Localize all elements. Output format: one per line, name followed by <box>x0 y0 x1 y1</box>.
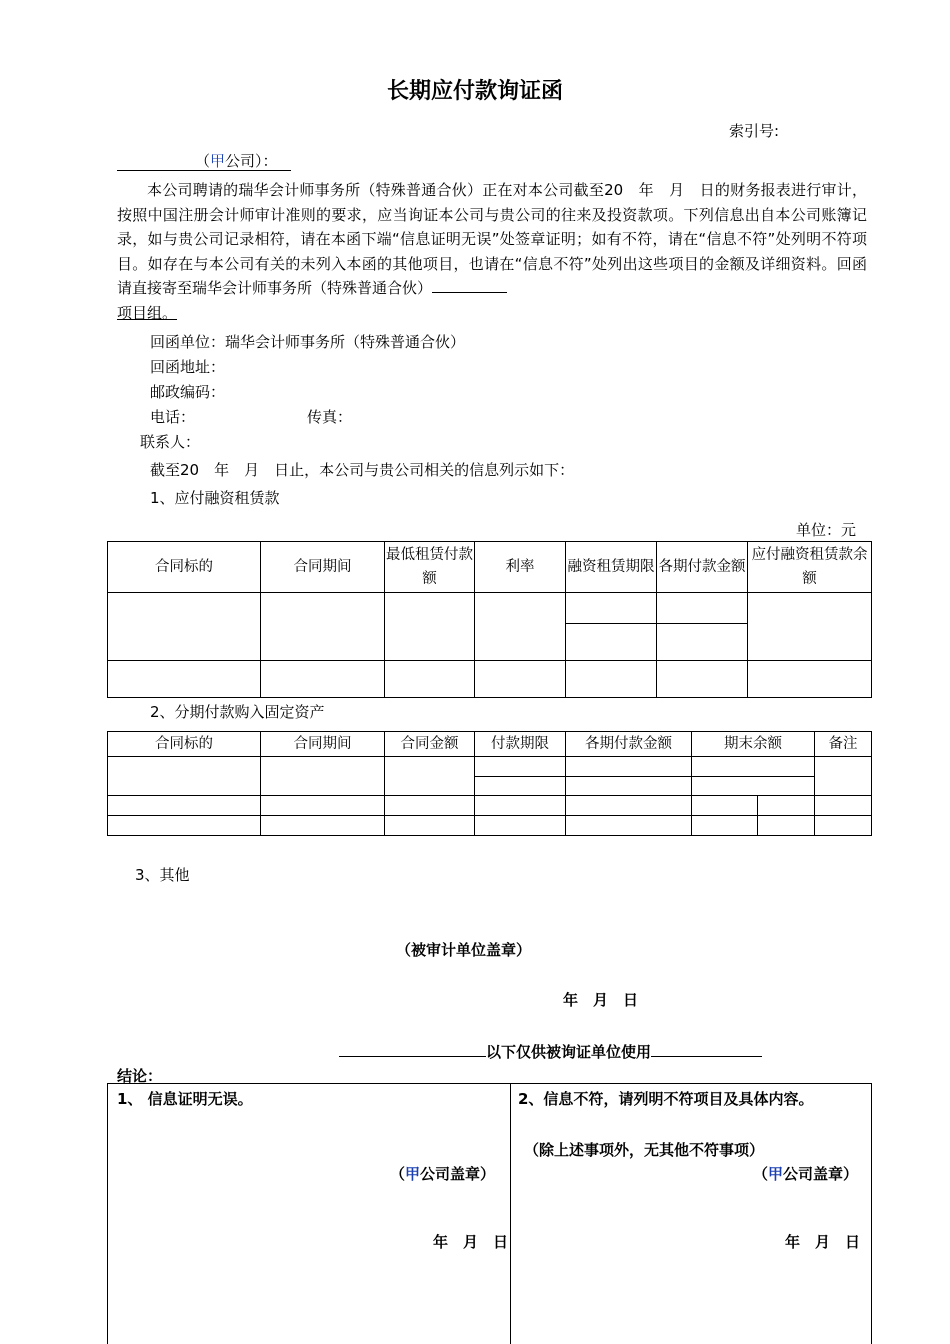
info-correct-item: 1、 信息证明无误。 <box>117 1090 253 1108</box>
table-cell[interactable] <box>475 796 566 816</box>
recipient-rest: 公司）： <box>225 152 278 170</box>
table-rule <box>475 776 814 777</box>
table-cell[interactable] <box>815 816 872 836</box>
table-cell[interactable] <box>385 757 475 796</box>
table-cell[interactable] <box>108 661 261 698</box>
left-date: 年 月 日 <box>433 1233 509 1251</box>
table-cell[interactable] <box>566 816 692 836</box>
header-cell: 融资租赁期限 <box>566 542 657 593</box>
table-cell[interactable] <box>657 661 748 698</box>
conclusion-label: 结论： <box>117 1067 163 1085</box>
table-cell[interactable] <box>261 593 385 661</box>
table-rule <box>757 795 758 835</box>
table-cell[interactable] <box>692 816 815 836</box>
header-cell: 利率 <box>475 542 566 593</box>
reply-contact: 联系人： <box>140 433 201 451</box>
table-cell[interactable] <box>261 757 385 796</box>
reply-address: 回函地址： <box>150 358 226 376</box>
reply-fax: 传真： <box>307 408 353 426</box>
table-cell[interactable] <box>475 593 566 661</box>
header-cell: 各期付款金额 <box>657 542 748 593</box>
header-cell: 合同标的 <box>108 542 261 593</box>
header-cell: 合同标的 <box>108 732 261 757</box>
left-stamp <box>390 1163 495 1184</box>
header-cell: 期末余额 <box>692 732 815 757</box>
stamp-open: （ <box>390 1165 406 1183</box>
stamp-rest: 公司盖章） <box>420 1165 496 1183</box>
body-text: 本公司聘请的瑞华会计师事务所（特殊普通合伙）正在对本公司截至20 年 月 日的财务报表进行审计，按照中国注册会计师审计准则的要求，应当询证本公司与贵公司的往来及投资款项。下列信息出自本公司账簿记录，如与贵公司记录相符，请在本函下端“信息证明无误”处签章证明；如有不符，请在“信息不符”处列明不符项目。如存在与本公司有关的未列入本函的其他项目，也请在“信息不符”处列出这些项目的金额及详细资料。回函请直接寄至瑞华会计师事务所（特殊普通合伙） <box>117 181 867 297</box>
header-cell: 备注 <box>815 732 872 757</box>
divider-text: 以下仅供被询证单位使用 <box>486 1043 652 1061</box>
section1-label: 1、应付融资租赁款 <box>150 489 280 507</box>
stamp-open: （ <box>753 1165 769 1183</box>
table-cell[interactable] <box>692 796 815 816</box>
reply-unit: 回函单位：瑞华会计师事务所（特殊普通合伙） <box>150 333 466 351</box>
table-cell[interactable] <box>657 624 748 661</box>
table-cell[interactable] <box>385 796 475 816</box>
table-cell[interactable] <box>261 661 385 698</box>
table-cell[interactable] <box>385 661 475 698</box>
table-cell[interactable] <box>261 816 385 836</box>
index-number-label: 索引号: <box>729 122 780 140</box>
header-cell: 合同期间 <box>261 732 385 757</box>
info-mismatch-item: 2、信息不符，请列明不符项目及具体内容。 <box>518 1090 814 1108</box>
conclusion-box-left <box>107 1083 108 1344</box>
table-cell[interactable] <box>108 816 261 836</box>
conclusion-box-right <box>871 1083 872 1344</box>
recipient-company: 甲 <box>210 152 226 170</box>
page-title: 长期应付款询证函 <box>386 79 563 104</box>
table-cell[interactable] <box>261 796 385 816</box>
body-paragraph <box>117 178 867 325</box>
table-cell[interactable] <box>657 593 748 624</box>
body-text-team: 项目组。 <box>117 303 178 322</box>
stamp-company: 甲 <box>405 1165 421 1183</box>
table-cell[interactable] <box>385 816 475 836</box>
header-cell: 合同期间 <box>261 542 385 593</box>
header-cell: 最低租赁付款额 <box>385 542 475 593</box>
table-cell[interactable] <box>108 796 261 816</box>
finance-lease-table <box>107 541 872 698</box>
recipient-line <box>117 150 291 171</box>
header-cell: 各期付款金额 <box>566 732 692 757</box>
table-cell[interactable] <box>566 796 692 816</box>
reply-postcode: 邮政编码： <box>150 383 226 401</box>
table-cell[interactable] <box>108 757 261 796</box>
header-cell: 付款期限 <box>475 732 566 757</box>
stamp-rest: 公司盖章） <box>783 1165 859 1183</box>
unit-label: 单位：元 <box>796 521 857 539</box>
table-cell[interactable] <box>815 796 872 816</box>
stamp-company: 甲 <box>768 1165 784 1183</box>
header-cell: 合同金额 <box>385 732 475 757</box>
table-cell[interactable] <box>566 624 657 661</box>
header-cell: 应付融资租赁款余额 <box>748 542 872 593</box>
as-of-statement: 截至20 年 月 日止，本公司与贵公司相关的信息列示如下： <box>150 461 575 479</box>
table-cell[interactable] <box>475 661 566 698</box>
table-cell[interactable] <box>748 593 872 661</box>
table-cell[interactable] <box>385 593 475 661</box>
divider-line <box>339 1041 762 1062</box>
right-stamp <box>753 1163 858 1184</box>
reply-phone: 电话： <box>150 408 196 426</box>
audited-unit-stamp: （被审计单位盖章） <box>396 941 532 959</box>
table-cell[interactable] <box>815 757 872 796</box>
table-cell[interactable] <box>475 816 566 836</box>
conclusion-box-top <box>107 1083 871 1084</box>
table-cell[interactable] <box>748 661 872 698</box>
section2-label: 2、分期付款购入固定资产 <box>150 703 325 721</box>
table-cell[interactable] <box>108 593 261 661</box>
right-date: 年 月 日 <box>785 1233 861 1251</box>
recipient-open: （ <box>195 152 211 170</box>
table-cell[interactable] <box>566 593 657 624</box>
no-other-mismatch-note: （除上述事项外，无其他不符事项） <box>524 1141 765 1159</box>
table-cell[interactable] <box>566 661 657 698</box>
conclusion-box-divider <box>510 1083 511 1344</box>
stamp-date: 年 月 日 <box>563 991 639 1009</box>
section3-label: 3、其他 <box>135 866 190 884</box>
